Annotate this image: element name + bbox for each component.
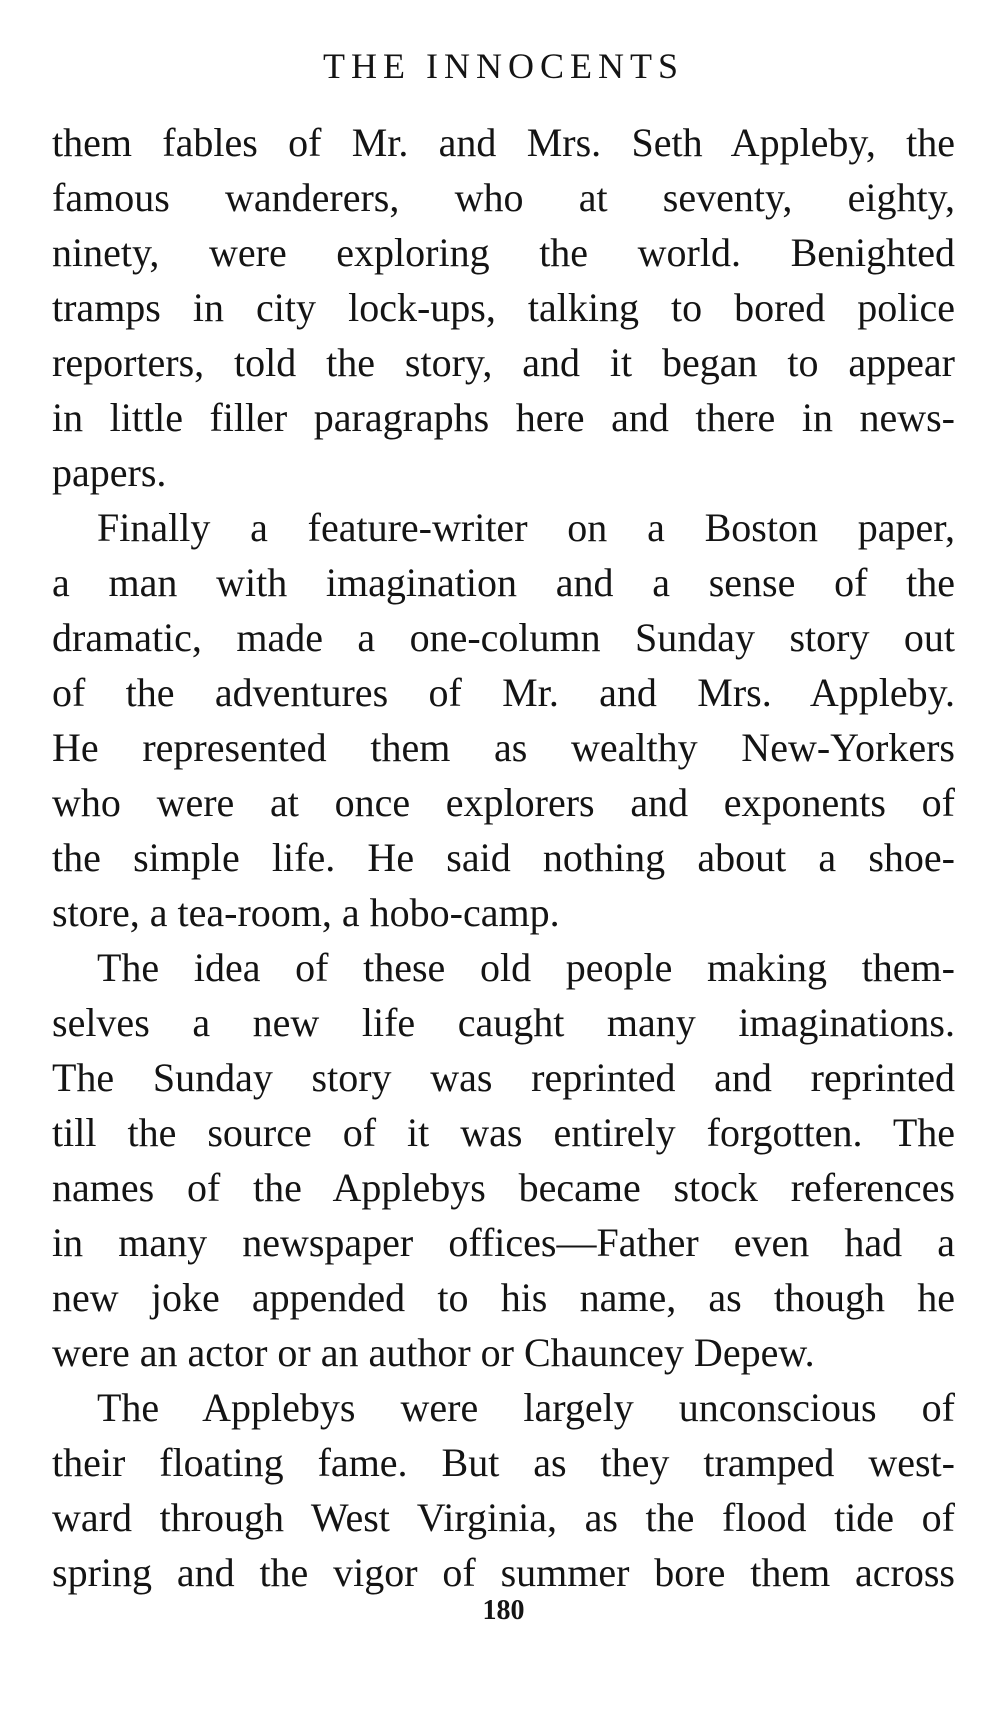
text-line: The idea of these old people making them- (97, 945, 955, 990)
body-text (52, 115, 955, 1600)
text-line: their floating fame. But as they tramped west- (52, 1440, 955, 1485)
book-page (52, 0, 955, 1717)
text-line: ninety, were exploring the world. Benighted (52, 230, 955, 275)
text-line: of the adventures of Mr. and Mrs. Appleby. (52, 670, 955, 715)
text-line: who were at once explorers and exponents of (52, 780, 955, 825)
text-line: spring and the vigor of summer bore them across (52, 1550, 955, 1595)
text-line: new joke appended to his name, as though he (52, 1275, 955, 1320)
text-line: Finally a feature-writer on a Boston paper, (97, 505, 955, 550)
text-line: a man with imagination and a sense of the (52, 560, 955, 605)
text-line: He represented them as wealthy New-Yorkers (52, 725, 955, 770)
text-line: The Sunday story was reprinted and reprinted (52, 1055, 955, 1100)
paragraph (52, 940, 955, 1380)
text-line: store, a tea-room, a hobo-camp. (52, 890, 560, 935)
text-line: the simple life. He said nothing about a shoe- (52, 835, 955, 880)
paragraph (52, 500, 955, 940)
running-head: THE INNOCENTS (323, 46, 684, 86)
text-line: famous wanderers, who at seventy, eighty, (52, 175, 955, 220)
text-line: in little filler paragraphs here and there in news- (52, 395, 955, 440)
text-line: papers. (52, 450, 167, 495)
text-line: ward through West Virginia, as the flood tide of (52, 1495, 955, 1540)
text-line: till the source of it was entirely forgotten. The (52, 1110, 955, 1155)
text-line: them fables of Mr. and Mrs. Seth Appleby, the (52, 120, 955, 165)
text-line: in many newspaper offices—Father even had a (52, 1220, 955, 1265)
text-line: reporters, told the story, and it began to appear (52, 340, 955, 385)
text-line: The Applebys were largely unconscious of (97, 1385, 955, 1430)
text-line: were an actor or an author or Chauncey Depew. (52, 1330, 815, 1375)
text-line: names of the Applebys became stock references (52, 1165, 955, 1210)
paragraph (52, 1380, 955, 1600)
page-number: 180 (482, 1595, 525, 1626)
text-line: dramatic, made a one-column Sunday story out (52, 615, 955, 660)
paragraph (52, 115, 955, 500)
text-line: selves a new life caught many imaginations. (52, 1000, 955, 1045)
text-line: tramps in city lock-ups, talking to bored police (52, 285, 955, 330)
